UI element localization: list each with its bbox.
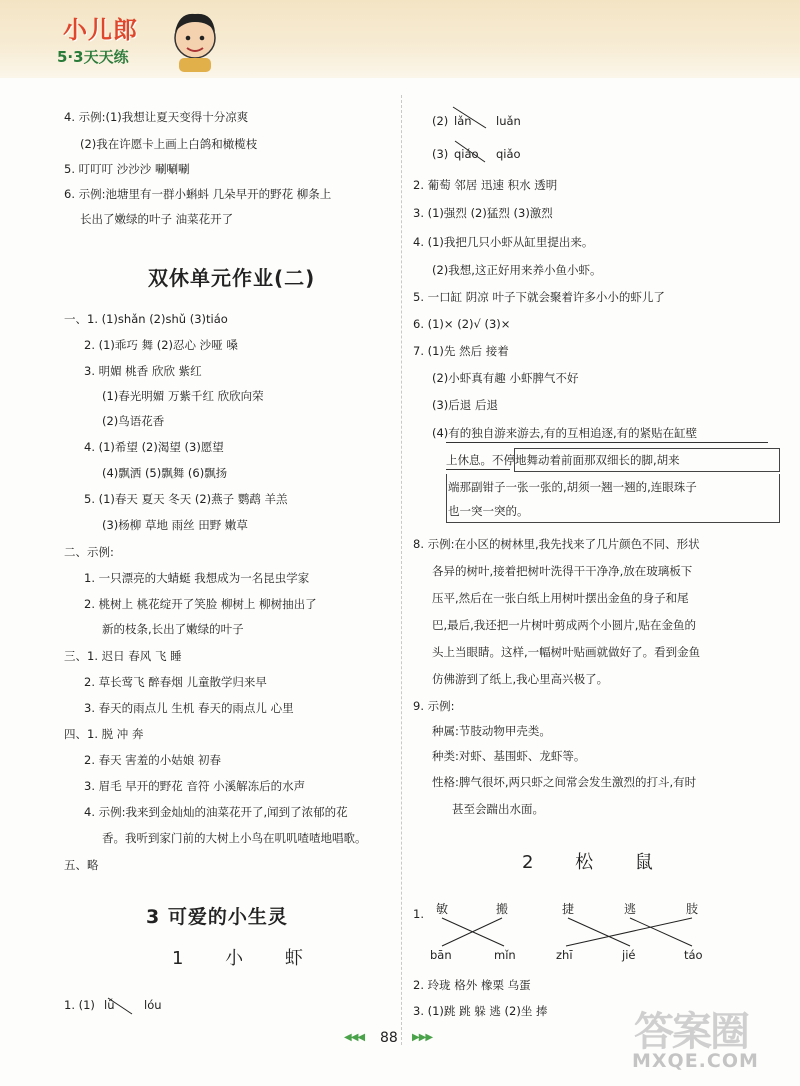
strike-mark — [106, 996, 134, 1016]
answer-line: 2. 春天 害羞的小姑娘 初春 — [84, 753, 221, 767]
prev-arrows-icon: ◀◀◀ — [344, 1032, 365, 1043]
watermark-site: MXQE.COM — [632, 1050, 759, 1072]
pinyin-option: lǎn — [454, 114, 472, 128]
answer-line: 1. (1) — [64, 998, 95, 1012]
answer-line: 仿佛游到了纸上,我心里高兴极了。 — [432, 672, 609, 686]
watermark — [628, 998, 798, 1084]
answer-line: 2. (1)乖巧 舞 (2)忍心 沙哑 嗓 — [84, 338, 238, 352]
answer-line: (4)飘洒 (5)飘舞 (6)飘扬 — [102, 466, 228, 480]
answer-line: (2) — [432, 114, 449, 128]
pinyin-option: lǚ — [104, 998, 115, 1012]
pinyin-option: luǎn — [496, 114, 521, 128]
lesson-title: 2 松 鼠 — [522, 852, 671, 873]
pinyin-option: lóu — [144, 998, 162, 1012]
unit-title: 3 可爱的小生灵 — [146, 906, 288, 928]
watermark-logo: 答案圈 — [634, 1009, 748, 1055]
answer-line: (2)小虾真有趣 小虾脾气不好 — [432, 371, 579, 385]
matching-lines — [430, 916, 720, 950]
page-number: 88 — [380, 1030, 398, 1046]
answer-line: 5. (1)春天 夏天 冬天 (2)燕子 鹦鹉 羊羔 — [84, 492, 288, 506]
answer-line: 2. 玲珑 格外 橡栗 乌蛋 — [413, 978, 531, 992]
answer-line: 5. 一口缸 阴凉 叶子下就会聚着许多小小的虾儿了 — [413, 290, 665, 304]
match-bottom-pinyin: jié — [622, 948, 636, 962]
answer-line: 3. 明媚 桃香 欣欣 紫红 — [84, 364, 202, 378]
answer-line: 6. (1)× (2)√ (3)× — [413, 317, 511, 331]
answer-line: 性格:脾气很坏,两只虾之间常会发生激烈的打斗,有时 — [432, 775, 697, 789]
answer-line: 头上当眼睛。这样,一幅树叶贴画就做好了。看到金鱼 — [432, 645, 701, 659]
answer-line: 新的枝条,长出了嫩绿的叶子 — [102, 622, 244, 636]
answer-line: 5. 叮叮叮 沙沙沙 唰唰唰 — [64, 162, 190, 176]
answer-line: 种类:对虾、基围虾、龙虾等。 — [432, 749, 586, 763]
answer-line: 4. 示例:(1)我想让夏天变得十分凉爽 — [64, 110, 249, 124]
answer-line: 一、1. (1)shǎn (2)shǔ (3)tiáo — [64, 312, 228, 326]
answer-line: 2. 草长莺飞 醉春烟 儿童散学归来早 — [84, 675, 267, 689]
answer-line: 3. (1)强烈 (2)猛烈 (3)激烈 — [413, 206, 553, 220]
answer-line: 7. (1)先 然后 接着 — [413, 344, 509, 358]
answer-line: (1)春光明媚 万紫千红 欣欣向荣 — [102, 389, 264, 403]
match-bottom-pinyin: bān — [430, 948, 452, 962]
match-bottom-pinyin: mǐn — [494, 948, 516, 962]
answer-line: 三、1. 迟日 春风 飞 睡 — [64, 649, 182, 663]
match-top-char: 搬 — [496, 902, 509, 916]
underlined-answer: (4)有的独自游来游去,有的互相追逐,有的紧贴在缸壁 — [432, 426, 698, 440]
column-divider — [401, 95, 402, 1045]
answer-line: 8. 示例:在小区的树林里,我先找来了几片颜色不同、形状 — [413, 537, 700, 551]
answer-line: (2)我在许愿卡上画上白鸽和橄榄枝 — [80, 137, 258, 151]
match-top-char: 逃 — [624, 902, 637, 916]
answer-line: 3. 春天的雨点儿 生机 春天的雨点儿 心里 — [84, 701, 294, 715]
answer-box — [514, 448, 780, 472]
underline — [446, 469, 510, 470]
answer-line: 9. 示例: — [413, 699, 455, 713]
answer-line: 3. 眉毛 早开的野花 音符 小溪解冻后的水声 — [84, 779, 306, 793]
answer-line: 4. (1)我把几只小虾从缸里提出来。 — [413, 235, 594, 249]
answer-line: 端那副钳子一张一张的,胡须一翘一翘的,连眼珠子 — [448, 480, 697, 494]
brand-subtitle: 5·3天天练 — [57, 48, 129, 66]
answer-line: (3) — [432, 147, 449, 161]
lesson-title: 1 小 虾 — [172, 948, 321, 969]
answer-line: 2. 桃树上 桃花绽开了笑脸 柳树上 柳树抽出了 — [84, 597, 317, 611]
answer-line: (3)后退 后退 — [432, 398, 498, 412]
match-top-char: 捷 — [562, 902, 575, 916]
answer-line: (2)我想,这正好用来养小鱼小虾。 — [432, 263, 602, 277]
match-bottom-pinyin: zhī — [556, 948, 573, 962]
pinyin-option: qiáo — [454, 147, 479, 161]
answer-line: 甚至会踹出水面。 — [452, 802, 544, 816]
brand-title: 小儿郎 — [63, 16, 138, 44]
answer-line: 也一突一突的。 — [448, 504, 529, 518]
next-arrows-icon: ▶▶▶ — [412, 1032, 433, 1043]
pinyin-option: qiǎo — [496, 147, 521, 161]
strike-mark — [450, 104, 490, 132]
answer-line: 五、略 — [64, 858, 99, 872]
answer-line: 2. 葡萄 邻居 迅速 积水 透明 — [413, 178, 558, 192]
answer-line: 四、1. 脱 冲 奔 — [64, 727, 144, 741]
brand-logo — [55, 8, 225, 72]
answer-line: 各异的树叶,接着把树叶洗得干干净净,放在玻璃板下 — [432, 564, 693, 578]
answer-line: 香。我听到家门前的大树上小鸟在叽叽喳喳地唱歌。 — [102, 831, 367, 845]
answer-line: 6. 示例:池塘里有一群小蝌蚪 几朵早开的野花 柳条上 — [64, 187, 332, 201]
mascot-icon — [165, 8, 225, 72]
answer-line: 压平,然后在一张白纸上用树叶摆出金鱼的身子和尾 — [432, 591, 689, 605]
answer-line: 二、示例: — [64, 545, 114, 559]
answer-line: (2)鸟语花香 — [102, 414, 165, 428]
answer-line: 种属:节肢动物甲壳类。 — [432, 724, 551, 738]
strike-mark — [452, 138, 488, 166]
match-top-char: 敏 — [436, 902, 449, 916]
section-title: 双休单元作业(二) — [148, 266, 316, 290]
answer-line: 3. (1)跳 跳 躲 逃 (2)坐 捧 — [413, 1004, 548, 1018]
answer-line: 4. 示例:我来到金灿灿的油菜花开了,闻到了浓郁的花 — [84, 805, 348, 819]
underline — [446, 442, 768, 443]
answer-line: 1. 一只漂亮的大蜻蜓 我想成为一名昆虫学家 — [84, 571, 310, 585]
match-bottom-pinyin: táo — [684, 948, 703, 962]
answer-line: 上休息。不停地舞动着前面那双细长的脚,胡来 — [446, 453, 680, 467]
answer-line: 巴,最后,我还把一片树叶剪成两个小圆片,贴在金鱼的 — [432, 618, 696, 632]
match-top-char: 肢 — [686, 902, 699, 916]
answer-line: (3)杨柳 草地 雨丝 田野 嫩草 — [102, 518, 248, 532]
answer-line: 长出了嫩绿的叶子 油菜花开了 — [80, 212, 234, 226]
answer-line: 4. (1)希望 (2)渴望 (3)愿望 — [84, 440, 224, 454]
answer-line: 1. — [413, 907, 424, 921]
